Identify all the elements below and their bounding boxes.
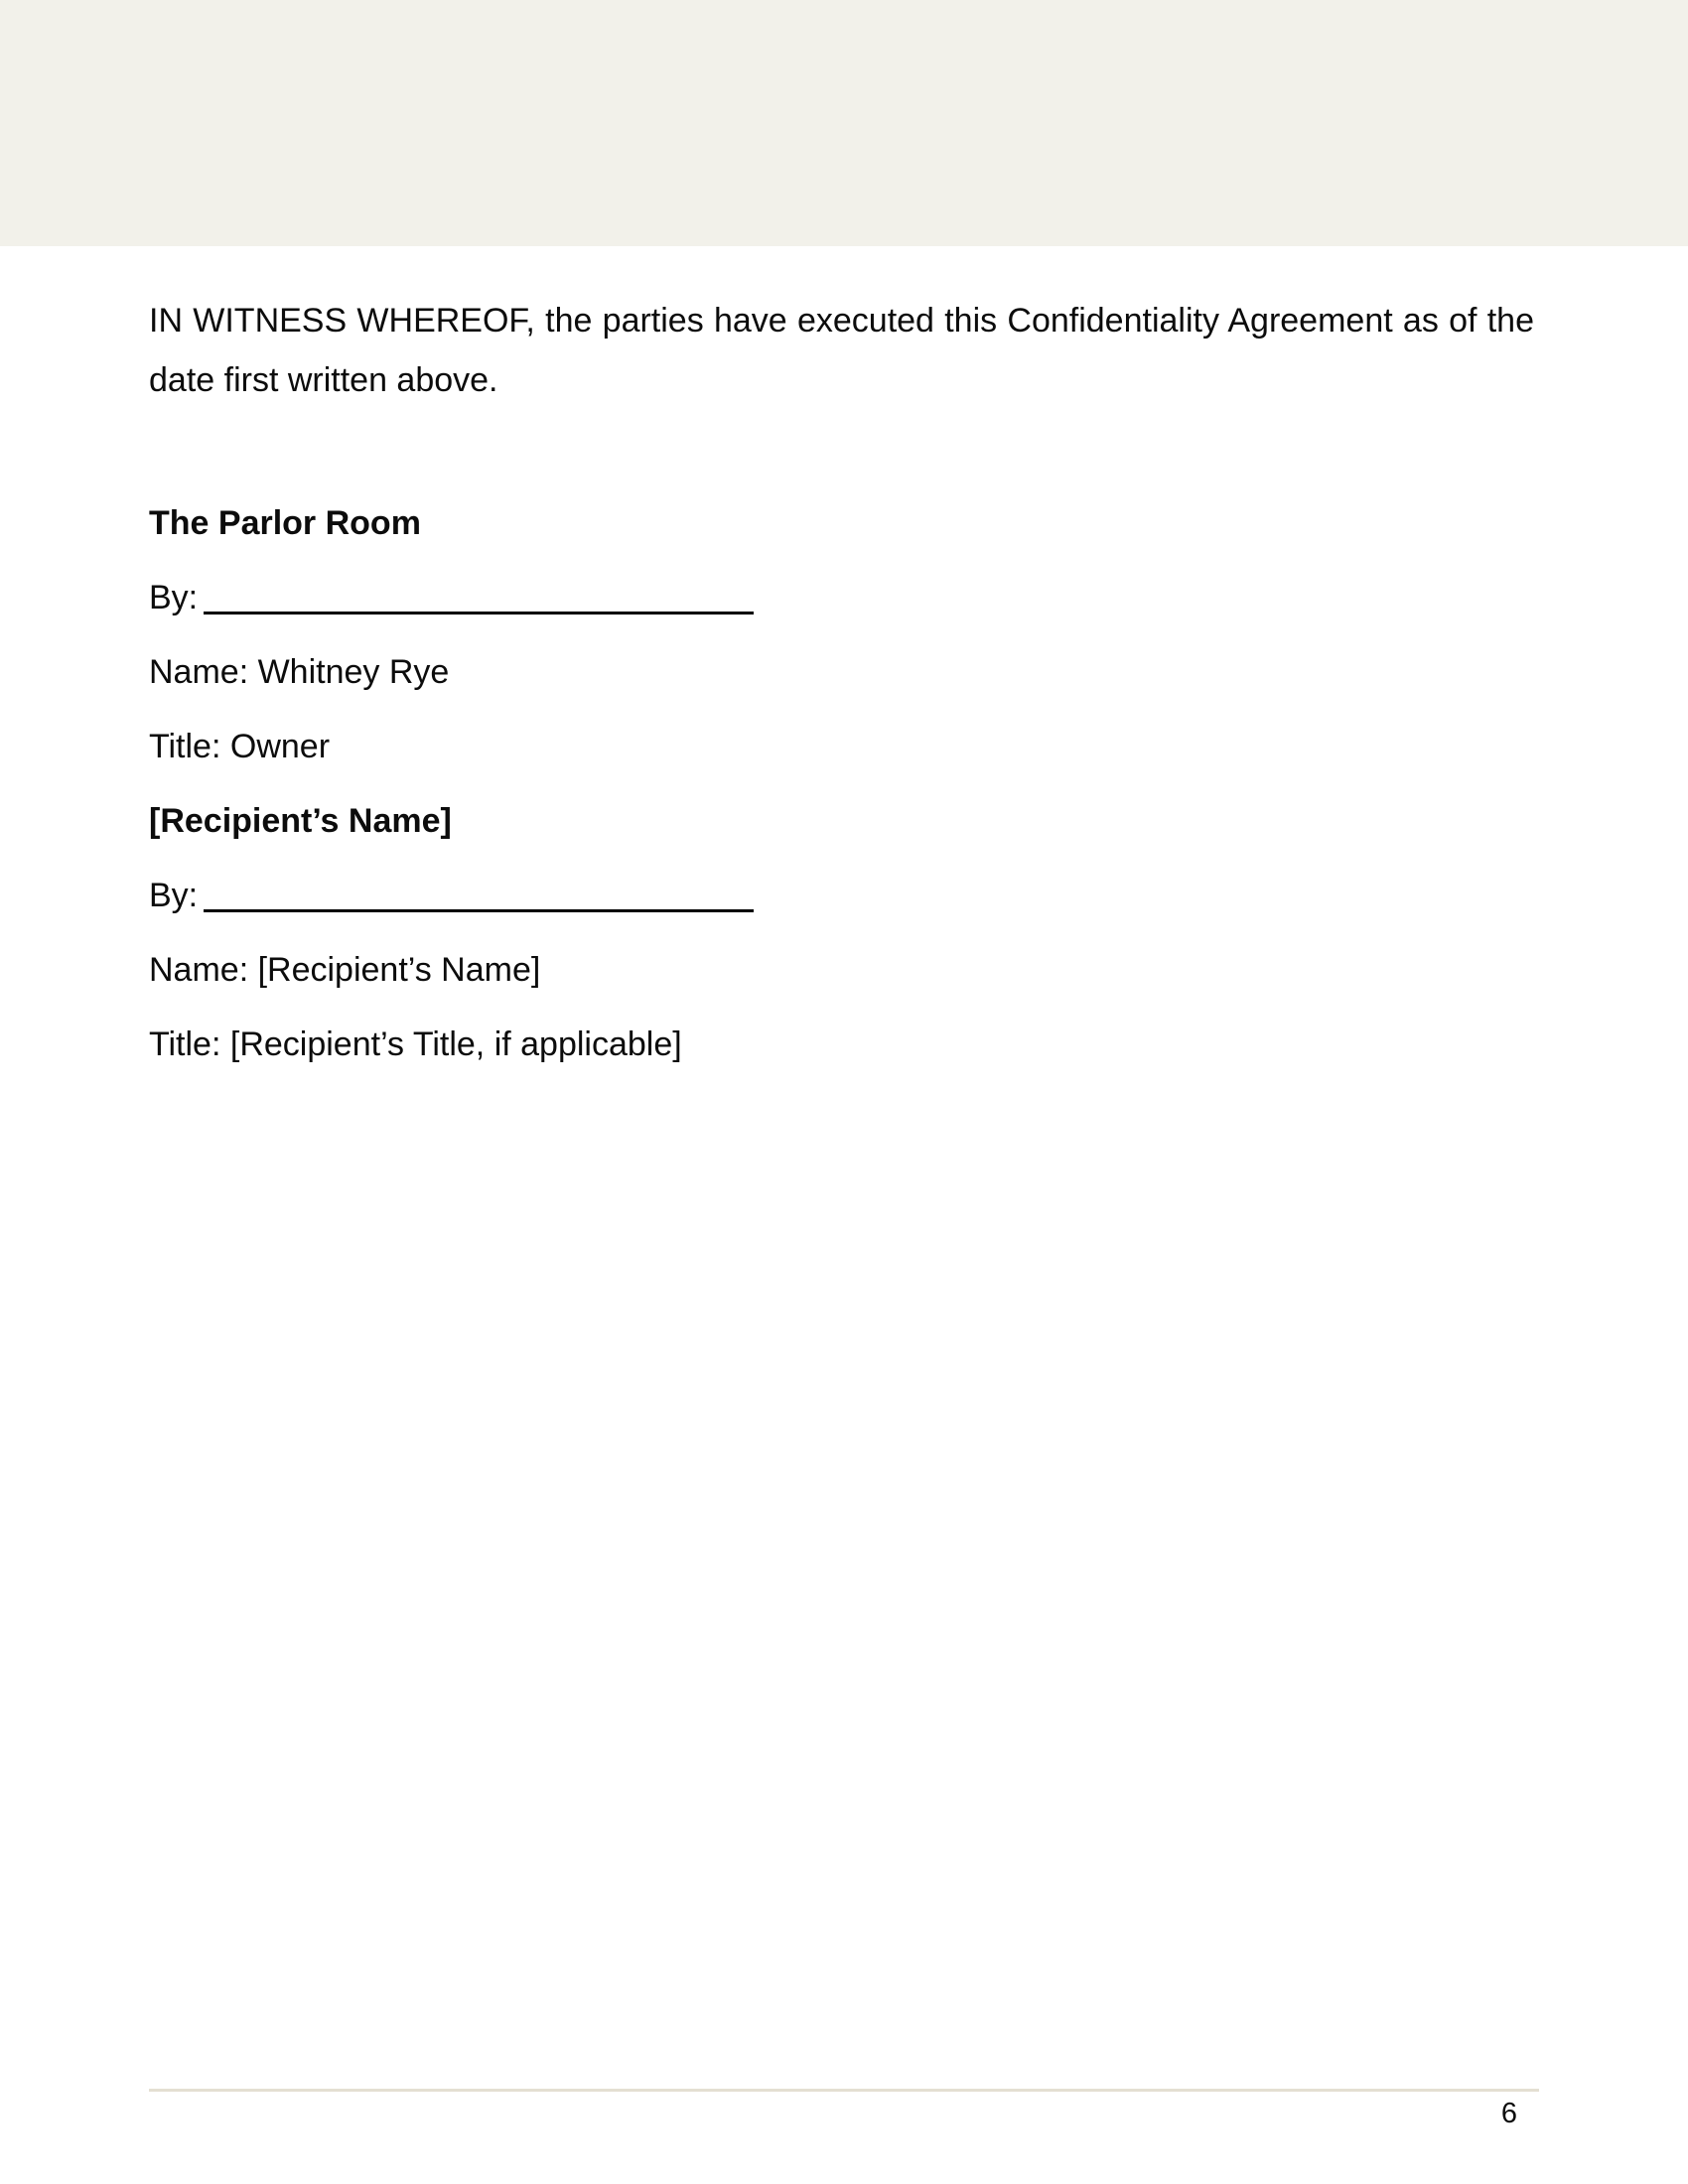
name-value: Whitney Rye bbox=[257, 653, 450, 691]
signature-line bbox=[204, 609, 754, 614]
page-content bbox=[149, 291, 1534, 1064]
by-label: By: bbox=[149, 579, 199, 616]
title-value: [Recipient’s Title, if applicable] bbox=[229, 1025, 682, 1063]
by-label: By: bbox=[149, 877, 199, 914]
title-line bbox=[149, 1024, 1534, 1064]
party-name-heading: [Recipient’s Name] bbox=[149, 802, 452, 840]
name-label: Name: bbox=[149, 951, 249, 989]
party-name-heading: The Parlor Room bbox=[149, 504, 421, 542]
closing-paragraph: IN WITNESS WHEREOF, the parties have executed this Confidentiality Agreement as of the date first written above. bbox=[149, 302, 1534, 399]
title-line bbox=[149, 727, 1534, 766]
title-label: Title: bbox=[149, 728, 221, 765]
signature-line bbox=[204, 906, 754, 912]
title-value: Owner bbox=[229, 728, 331, 765]
signature-block-disclosing-party bbox=[149, 503, 1534, 766]
title-label: Title: bbox=[149, 1025, 221, 1063]
by-line bbox=[149, 578, 1534, 617]
footer-rule bbox=[149, 2089, 1539, 2129]
name-line bbox=[149, 652, 1534, 692]
name-label: Name: bbox=[149, 653, 249, 691]
page-number: 6 bbox=[1500, 2098, 1517, 2129]
by-line bbox=[149, 876, 1534, 915]
signature-block-recipient bbox=[149, 801, 1534, 1064]
name-value: [Recipient’s Name] bbox=[257, 951, 541, 989]
header-band bbox=[0, 0, 1688, 246]
name-line bbox=[149, 950, 1534, 990]
